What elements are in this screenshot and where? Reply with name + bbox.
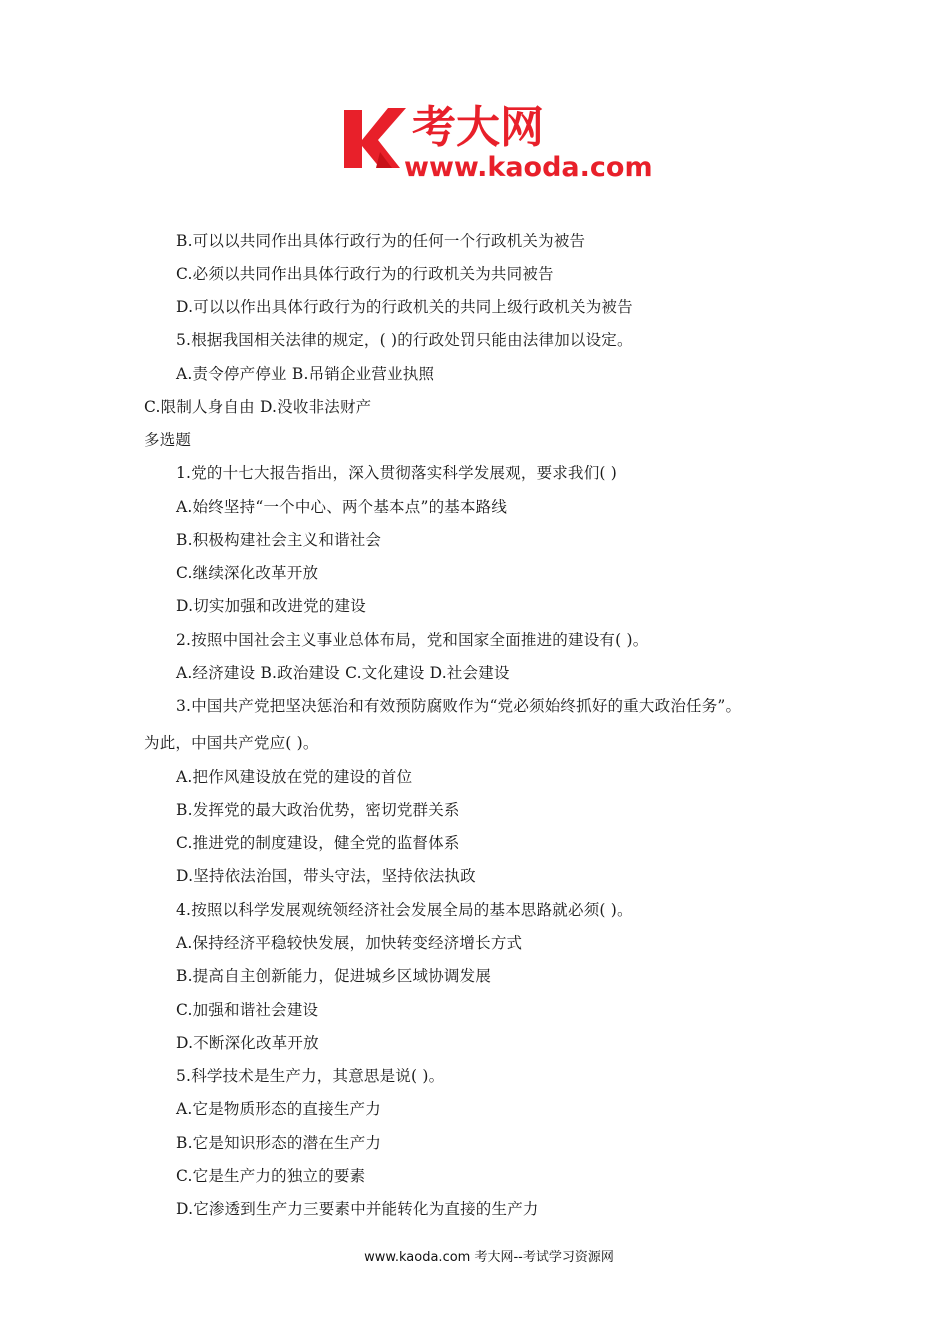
mc-q1-option-c: C.继续深化改革开放 <box>176 564 319 582</box>
options-cd-penalty: C.限制人身自由 D.没收非法财产 <box>144 398 372 416</box>
mc-q3-option-b: B.发挥党的最大政治优势，密切党群关系 <box>176 801 460 819</box>
page-footer: www.kaoda.com 考大网--考试学习资源网 <box>364 1250 614 1265</box>
logo-url-text: www.kaoda.com <box>404 152 653 180</box>
mc-question-3-cont: 为此，中国共产党应( )。 <box>144 734 319 752</box>
mc-q1-option-a: A.始终坚持“一个中心、两个基本点”的基本路线 <box>176 498 508 516</box>
mc-q4-option-a: A.保持经济平稳较快发展，加快转变经济增长方式 <box>176 934 523 952</box>
mc-q2-options: A.经济建设 B.政治建设 C.文化建设 D.社会建设 <box>176 664 510 682</box>
mc-q1-option-d: D.切实加强和改进党的建设 <box>176 597 366 615</box>
mc-q5-option-d: D.它渗透到生产力三要素中并能转化为直接的生产力 <box>176 1200 539 1218</box>
mc-q5-option-b: B.它是知识形态的潜在生产力 <box>176 1134 382 1152</box>
options-ab-penalty: A.责令停产停业 B.吊销企业营业执照 <box>176 365 435 383</box>
kaoda-logo <box>340 96 660 180</box>
mc-question-4: 4.按照以科学发展观统领经济社会发展全局的基本思路就必须( )。 <box>176 901 633 919</box>
question-5-penalty: 5.根据我国相关法律的规定，( )的行政处罚只能由法律加以设定。 <box>176 331 633 349</box>
mc-q4-option-b: B.提高自主创新能力，促进城乡区域协调发展 <box>176 967 492 985</box>
mc-q4-option-c: C.加强和谐社会建设 <box>176 1001 319 1019</box>
mc-q3-option-c: C.推进党的制度建设，健全党的监督体系 <box>176 834 460 852</box>
mc-q3-option-d: D.坚持依法治国，带头守法，坚持依法执政 <box>176 867 476 885</box>
mc-question-5: 5.科学技术是生产力，其意思是说( )。 <box>176 1067 445 1085</box>
mc-question-1: 1.党的十七大报告指出，深入贯彻落实科学发展观，要求我们( ) <box>176 464 618 482</box>
mc-question-2: 2.按照中国社会主义事业总体布局，党和国家全面推进的建设有( )。 <box>176 631 649 649</box>
section-multiple-choice: 多选题 <box>144 431 192 449</box>
logo-cn-text: 考大网 <box>412 102 544 153</box>
mc-q4-option-d: D.不断深化改革开放 <box>176 1034 319 1052</box>
mc-question-3: 3.中国共产党把坚决惩治和有效预防腐败作为“党必须始终抓好的重大政治任务”。 <box>176 697 742 715</box>
mc-q3-option-a: A.把作风建设放在党的建设的首位 <box>176 768 413 786</box>
option-c-defendant: C.必须以共同作出具体行政行为的行政机关为共同被告 <box>176 265 554 283</box>
mc-q5-option-a: A.它是物质形态的直接生产力 <box>176 1100 381 1118</box>
mc-q1-option-b: B.积极构建社会主义和谐社会 <box>176 531 382 549</box>
kaoda-logo-graphic <box>340 96 660 180</box>
option-b-defendant: B.可以以共同作出具体行政行为的任何一个行政机关为被告 <box>176 232 586 250</box>
option-d-defendant: D.可以以作出具体行政行为的行政机关的共同上级行政机关为被告 <box>176 298 633 316</box>
mc-q5-option-c: C.它是生产力的独立的要素 <box>176 1167 366 1185</box>
